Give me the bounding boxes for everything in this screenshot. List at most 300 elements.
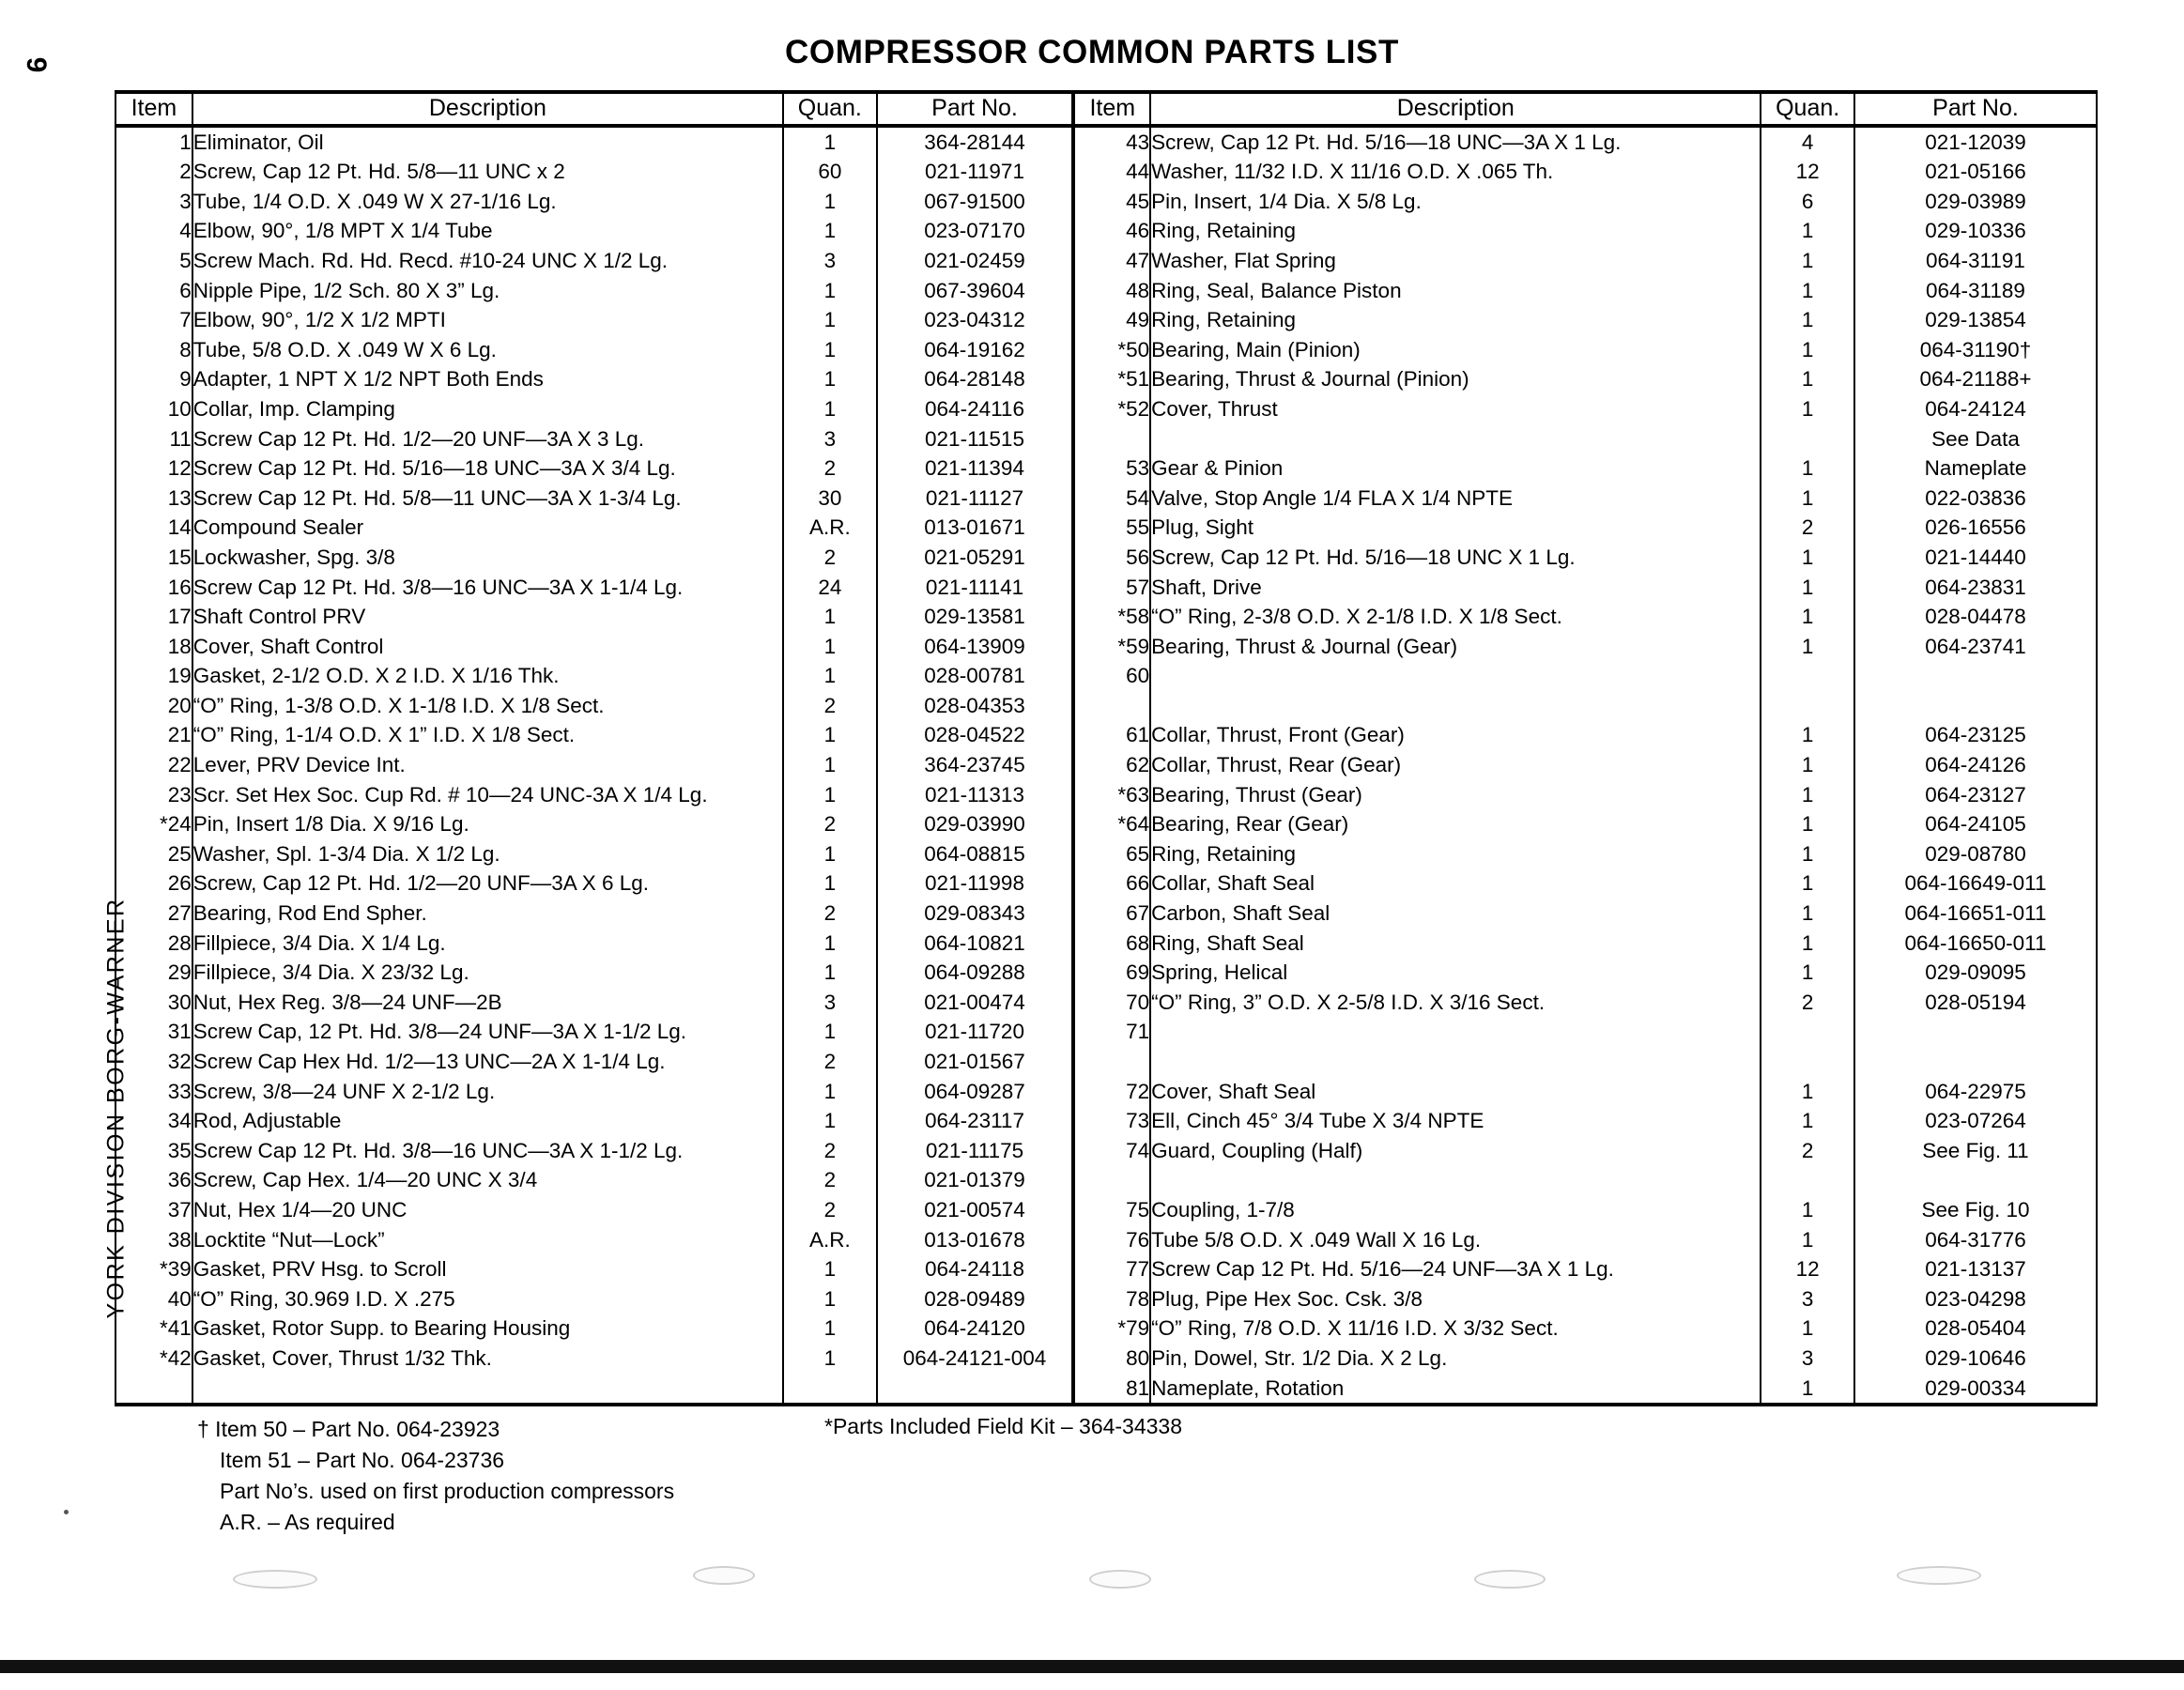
cell-quantity: 1 [783, 1344, 877, 1374]
cell-description: Screw Cap 12 Pt. Hd. 3/8—16 UNC—3A X 1-1/4 Lg. [192, 573, 783, 603]
parts-table [115, 90, 2098, 1406]
cell-description: Carbon, Shaft Seal [1150, 899, 1761, 929]
table-row [115, 780, 2097, 810]
cell-part-number: 064-31776 [1854, 1225, 2097, 1255]
footnote-line: † Item 50 – Part No. 064-23923 [197, 1417, 500, 1441]
cell-description: Screw, Cap 12 Pt. Hd. 5/16—18 UNC—3A X 1 Lg. [1150, 126, 1761, 158]
cell-part-number: 021-11141 [877, 573, 1074, 603]
scan-artifact-punch [1474, 1570, 1546, 1589]
cell-quantity: 1 [1761, 484, 1854, 514]
cell-description: Bearing, Rod End Spher. [192, 899, 783, 929]
cell-part-number: 064-16649-011 [1854, 868, 2097, 899]
table-row [115, 1284, 2097, 1314]
table-header-row [115, 92, 2097, 126]
cell-description: Adapter, 1 NPT X 1/2 NPT Both Ends [192, 364, 783, 394]
cell-part-number: 064-09287 [877, 1077, 1074, 1107]
cell-item: 3 [115, 187, 192, 217]
cell-part-number: 064-19162 [877, 335, 1074, 365]
cell-part-number: 021-01379 [877, 1165, 1074, 1195]
scan-artifact-bottom-edge [0, 1681, 2184, 1690]
cell-description: Screw Cap 12 Pt. Hd. 5/16—24 UNF—3A X 1 Lg. [1150, 1254, 1761, 1284]
cell-quantity: 12 [1761, 157, 1854, 187]
cell-item: 40 [115, 1284, 192, 1314]
cell-description: Eliminator, Oil [192, 126, 783, 158]
cell-item: 77 [1126, 1257, 1150, 1282]
cell-description: Bearing, Main (Pinion) [1150, 335, 1761, 365]
scan-artifact-bottom-bar [0, 1660, 2184, 1673]
cell-quantity: 1 [1761, 1106, 1854, 1136]
cell-description: Tube, 1/4 O.D. X .049 W X 27-1/16 Lg. [192, 187, 783, 217]
cell-item: *50 [1117, 337, 1150, 361]
parts-table-body [115, 126, 2097, 1406]
cell-item: 25 [115, 839, 192, 869]
cell-description: Elbow, 90°, 1/2 X 1/2 MPTI [192, 305, 783, 335]
cell-part-number: See Fig. 10 [1854, 1195, 2097, 1225]
cell-item: *63 [1117, 782, 1150, 807]
cell-quantity: 1 [1761, 868, 1854, 899]
cell-quantity: 1 [783, 958, 877, 988]
cell-part-number: 021-11175 [877, 1136, 1074, 1166]
cell-item: 78 [1126, 1286, 1150, 1311]
cell-quantity: 2 [783, 1165, 877, 1195]
cell-part-number [1854, 1017, 2097, 1047]
cell-part-number: Nameplate [1854, 453, 2097, 484]
cell-part-number: 064-31190† [1854, 335, 2097, 365]
cell-quantity [1761, 1165, 1854, 1195]
cell-item: 35 [115, 1136, 192, 1166]
cell-description: “O” Ring, 1-3/8 O.D. X 1-1/8 I.D. X 1/8 Sect. [192, 691, 783, 721]
cell-item: 13 [115, 484, 192, 514]
header-description-left: Description [192, 92, 783, 126]
scan-artifact-punch [1897, 1566, 1981, 1585]
scan-artifact-punch [693, 1566, 755, 1585]
cell-description: Screw, Cap 12 Pt. Hd. 5/16—18 UNC X 1 Lg. [1150, 543, 1761, 573]
cell-item: 32 [115, 1047, 192, 1077]
cell-quantity: 2 [783, 543, 877, 573]
cell-description: Elbow, 90°, 1/8 MPT X 1/4 Tube [192, 216, 783, 246]
cell-item: 56 [1126, 545, 1150, 569]
header-description-right: Description [1150, 92, 1761, 126]
cell-part-number: 029-10336 [1854, 216, 2097, 246]
cell-part-number: 064-10821 [877, 929, 1074, 959]
cell-part-number: 021-00474 [877, 988, 1074, 1018]
cell-part-number: 028-05404 [1854, 1314, 2097, 1344]
cell-item: 60 [1126, 664, 1150, 688]
cell-part-number: 064-16651-011 [1854, 899, 2097, 929]
cell-item: 38 [115, 1225, 192, 1255]
cell-quantity: 1 [783, 750, 877, 780]
table-row [115, 1136, 2097, 1166]
cell-quantity: 1 [1761, 929, 1854, 959]
cell-part-number: 021-11394 [877, 453, 1074, 484]
cell-quantity: 1 [1761, 453, 1854, 484]
cell-description: Pin, Insert 1/8 Dia. X 9/16 Lg. [192, 809, 783, 839]
cell-part-number: See Data [1854, 424, 2097, 454]
cell-item: 29 [115, 958, 192, 988]
header-item-left: Item [115, 92, 192, 126]
cell-quantity: 3 [783, 424, 877, 454]
cell-quantity: 1 [1761, 305, 1854, 335]
cell-part-number: 029-09095 [1854, 958, 2097, 988]
cell-description: Ring, Seal, Balance Piston [1150, 276, 1761, 306]
cell-part-number [1854, 1165, 2097, 1195]
cell-description: Ring, Retaining [1150, 216, 1761, 246]
footnote-line: A.R. – As required [220, 1510, 395, 1534]
cell-item: 8 [115, 335, 192, 365]
cell-description: Screw Cap, 12 Pt. Hd. 3/8—24 UNF—3A X 1-1/2 Lg. [192, 1017, 783, 1047]
cell-quantity: 2 [783, 1047, 877, 1077]
cell-part-number: See Fig. 11 [1854, 1136, 2097, 1166]
cell-part-number: 064-22975 [1854, 1077, 2097, 1107]
cell-part-number: 028-04522 [877, 720, 1074, 750]
cell-quantity: 1 [1761, 246, 1854, 276]
cell-quantity: 1 [1761, 632, 1854, 662]
cell-quantity: 1 [783, 632, 877, 662]
cell-item [1073, 424, 1150, 454]
table-row [115, 1195, 2097, 1225]
cell-description: Nut, Hex Reg. 3/8—24 UNF—2B [192, 988, 783, 1018]
cell-item: 62 [1126, 753, 1150, 777]
cell-quantity: 1 [1761, 602, 1854, 632]
cell-item: 46 [1126, 219, 1150, 243]
cell-item: 49 [1126, 308, 1150, 332]
table-row [115, 453, 2097, 484]
cell-description: Coupling, 1-7/8 [1150, 1195, 1761, 1225]
scan-artifact-speck [64, 1510, 69, 1514]
cell-part-number: 064-28148 [877, 364, 1074, 394]
table-row [115, 929, 2097, 959]
cell-quantity: 1 [1761, 899, 1854, 929]
page-title: COMPRESSOR COMMON PARTS LIST [785, 34, 1399, 70]
table-row [115, 187, 2097, 217]
cell-item: 57 [1126, 575, 1150, 599]
cell-part-number: 021-11998 [877, 868, 1074, 899]
cell-quantity: 1 [1761, 1225, 1854, 1255]
cell-item: 81 [1126, 1375, 1150, 1400]
cell-description: Nut, Hex 1/4—20 UNC [192, 1195, 783, 1225]
cell-part-number: 028-04353 [877, 691, 1074, 721]
cell-quantity [1761, 661, 1854, 691]
cell-quantity: 1 [783, 305, 877, 335]
table-row [115, 364, 2097, 394]
cell-item: 14 [115, 513, 192, 543]
cell-quantity: 1 [783, 216, 877, 246]
cell-item: 26 [115, 868, 192, 899]
cell-part-number: 029-03989 [1854, 187, 2097, 217]
cell-part-number [877, 1374, 1074, 1406]
cell-quantity: 1 [1761, 335, 1854, 365]
table-row [115, 899, 2097, 929]
header-partno-left: Part No. [877, 92, 1074, 126]
parts-table-container [115, 90, 2098, 1406]
page-number: 6 [22, 56, 54, 73]
cell-description: Screw Cap Hex Hd. 1/2—13 UNC—2A X 1-1/4 Lg. [192, 1047, 783, 1077]
cell-description: Ring, Retaining [1150, 305, 1761, 335]
cell-description: Shaft, Drive [1150, 573, 1761, 603]
cell-part-number: 021-11720 [877, 1017, 1074, 1047]
cell-description: Screw, Cap Hex. 1/4—20 UNC X 3/4 [192, 1165, 783, 1195]
cell-item: 76 [1126, 1227, 1150, 1252]
cell-quantity [1761, 691, 1854, 721]
cell-part-number: 021-11971 [877, 157, 1074, 187]
cell-quantity: 1 [783, 929, 877, 959]
cell-part-number: 021-11313 [877, 780, 1074, 810]
cell-quantity: 2 [783, 899, 877, 929]
scan-artifact-punch [1089, 1570, 1151, 1589]
scan-artifact-punch [233, 1570, 317, 1589]
table-row [115, 661, 2097, 691]
cell-quantity: 24 [783, 573, 877, 603]
cell-quantity: 1 [1761, 573, 1854, 603]
cell-part-number: 064-23831 [1854, 573, 2097, 603]
cell-quantity: 2 [783, 1195, 877, 1225]
cell-item: 1 [115, 126, 192, 158]
cell-description: Cover, Shaft Seal [1150, 1077, 1761, 1107]
cell-quantity: 1 [1761, 958, 1854, 988]
cell-description: Fillpiece, 3/4 Dia. X 23/32 Lg. [192, 958, 783, 988]
table-row [115, 1254, 2097, 1284]
cell-quantity: 3 [783, 988, 877, 1018]
cell-quantity: 4 [1761, 126, 1854, 158]
table-row [115, 1017, 2097, 1047]
cell-description [1150, 1047, 1761, 1077]
cell-description: Pin, Insert, 1/4 Dia. X 5/8 Lg. [1150, 187, 1761, 217]
cell-part-number: 023-04298 [1854, 1284, 2097, 1314]
cell-part-number: 064-24121-004 [877, 1344, 1074, 1374]
cell-item: 74 [1126, 1138, 1150, 1162]
footnote-line: Part No’s. used on first production compressors [220, 1479, 675, 1503]
cell-description: Plug, Sight [1150, 513, 1761, 543]
cell-part-number: 064-23117 [877, 1106, 1074, 1136]
cell-part-number: 064-24126 [1854, 750, 2097, 780]
cell-item: 70 [1126, 990, 1150, 1014]
cell-part-number: 028-04478 [1854, 602, 2097, 632]
cell-item: 27 [115, 899, 192, 929]
cell-quantity: 1 [783, 839, 877, 869]
cell-part-number: 064-24120 [877, 1314, 1074, 1344]
cell-part-number: 028-05194 [1854, 988, 2097, 1018]
cell-description: Bearing, Thrust (Gear) [1150, 780, 1761, 810]
cell-part-number: 029-08343 [877, 899, 1074, 929]
table-row [115, 1165, 2097, 1195]
cell-part-number: 021-00574 [877, 1195, 1074, 1225]
cell-part-number: 023-07170 [877, 216, 1074, 246]
cell-description: “O” Ring, 2-3/8 O.D. X 2-1/8 I.D. X 1/8 Sect. [1150, 602, 1761, 632]
cell-item: 15 [115, 543, 192, 573]
cell-description: Rod, Adjustable [192, 1106, 783, 1136]
cell-part-number: 064-31191 [1854, 246, 2097, 276]
cell-part-number: 013-01671 [877, 513, 1074, 543]
cell-description: Bearing, Thrust & Journal (Gear) [1150, 632, 1761, 662]
cell-quantity: 1 [1761, 1314, 1854, 1344]
cell-item: 80 [1126, 1345, 1150, 1370]
cell-description [192, 1374, 783, 1406]
cell-item: 10 [115, 394, 192, 424]
cell-description: Screw Cap 12 Pt. Hd. 1/2—20 UNF—3A X 3 Lg. [192, 424, 783, 454]
cell-quantity: 1 [783, 394, 877, 424]
cell-description: Plug, Pipe Hex Soc. Csk. 3/8 [1150, 1284, 1761, 1314]
cell-quantity: 1 [783, 1106, 877, 1136]
cell-item: *24 [115, 809, 192, 839]
cell-description [1150, 691, 1761, 721]
cell-description: Compound Sealer [192, 513, 783, 543]
cell-quantity: 1 [1761, 276, 1854, 306]
cell-description: “O” Ring, 1-1/4 O.D. X 1” I.D. X 1/8 Sect. [192, 720, 783, 750]
cell-quantity: 1 [1761, 809, 1854, 839]
cell-quantity: 6 [1761, 187, 1854, 217]
cell-part-number: 021-13137 [1854, 1254, 2097, 1284]
footnote-field-kit: *Parts Included Field Kit – 364-34338 [824, 1414, 1183, 1438]
cell-quantity: 1 [783, 868, 877, 899]
cell-item: 20 [115, 691, 192, 721]
cell-quantity: 1 [783, 335, 877, 365]
cell-description: Nameplate, Rotation [1150, 1374, 1761, 1406]
cell-description [1150, 424, 1761, 454]
table-row [115, 335, 2097, 365]
cell-description: Screw Cap 12 Pt. Hd. 5/8—11 UNC—3A X 1-3/4 Lg. [192, 484, 783, 514]
cell-item: 12 [115, 453, 192, 484]
cell-item: 47 [1126, 248, 1150, 272]
table-row [115, 246, 2097, 276]
table-row [115, 839, 2097, 869]
table-row [115, 216, 2097, 246]
cell-item: 28 [115, 929, 192, 959]
cell-description: Fillpiece, 3/4 Dia. X 1/4 Lg. [192, 929, 783, 959]
cell-description: Screw, Cap 12 Pt. Hd. 5/8—11 UNC x 2 [192, 157, 783, 187]
cell-part-number: 064-24105 [1854, 809, 2097, 839]
cell-item: *58 [1117, 605, 1150, 629]
cell-item: 11 [115, 424, 192, 454]
cell-item: *51 [1117, 367, 1150, 392]
cell-quantity: 12 [1761, 1254, 1854, 1284]
cell-part-number: 064-09288 [877, 958, 1074, 988]
cell-item: 9 [115, 364, 192, 394]
header-quantity-left: Quan. [783, 92, 877, 126]
header-item-right: Item [1089, 95, 1136, 121]
table-row [115, 1077, 2097, 1107]
cell-description: Gasket, Rotor Supp. to Bearing Housing [192, 1314, 783, 1344]
cell-part-number: 021-02459 [877, 246, 1074, 276]
cell-quantity: 1 [1761, 720, 1854, 750]
cell-quantity: 1 [783, 602, 877, 632]
cell-description: Cover, Thrust [1150, 394, 1761, 424]
table-row [115, 1225, 2097, 1255]
cell-part-number: 064-23127 [1854, 780, 2097, 810]
cell-description: Cover, Shaft Control [192, 632, 783, 662]
table-row [115, 513, 2097, 543]
cell-quantity: 2 [1761, 513, 1854, 543]
cell-description: Lever, PRV Device Int. [192, 750, 783, 780]
cell-description: Pin, Dowel, Str. 1/2 Dia. X 2 Lg. [1150, 1344, 1761, 1374]
cell-description [1150, 1165, 1761, 1195]
header-quantity-right: Quan. [1761, 92, 1854, 126]
cell-part-number: 064-24116 [877, 394, 1074, 424]
cell-item: 16 [115, 573, 192, 603]
table-row [115, 157, 2097, 187]
cell-quantity: 1 [1761, 216, 1854, 246]
cell-quantity: 3 [1761, 1284, 1854, 1314]
cell-part-number: 023-07264 [1854, 1106, 2097, 1136]
cell-item: 23 [115, 780, 192, 810]
cell-item: 4 [115, 216, 192, 246]
cell-part-number: 029-10646 [1854, 1344, 2097, 1374]
cell-quantity [1761, 424, 1854, 454]
table-row [115, 691, 2097, 721]
cell-part-number: 064-08815 [877, 839, 1074, 869]
cell-quantity: 1 [1761, 364, 1854, 394]
cell-item: 71 [1126, 1020, 1150, 1044]
cell-quantity: 60 [783, 157, 877, 187]
cell-quantity: 2 [783, 809, 877, 839]
cell-description: Tube, 5/8 O.D. X .049 W X 6 Lg. [192, 335, 783, 365]
cell-part-number [1854, 691, 2097, 721]
cell-quantity: 3 [783, 246, 877, 276]
cell-description [1150, 661, 1761, 691]
cell-description: Screw, 3/8—24 UNF X 2-1/2 Lg. [192, 1077, 783, 1107]
cell-quantity: 1 [1761, 543, 1854, 573]
cell-description: Screw Cap 12 Pt. Hd. 5/16—18 UNC—3A X 3/4 Lg. [192, 453, 783, 484]
cell-item: 73 [1126, 1109, 1150, 1133]
cell-quantity: A.R. [783, 1225, 877, 1255]
cell-description: Bearing, Thrust & Journal (Pinion) [1150, 364, 1761, 394]
cell-description: Ell, Cinch 45° 3/4 Tube X 3/4 NPTE [1150, 1106, 1761, 1136]
cell-description [1150, 1017, 1761, 1047]
cell-quantity: 1 [1761, 1077, 1854, 1107]
cell-item: 65 [1126, 841, 1150, 866]
cell-item: 17 [115, 602, 192, 632]
cell-quantity: 2 [783, 691, 877, 721]
cell-item: 5 [115, 246, 192, 276]
cell-description: Ring, Retaining [1150, 839, 1761, 869]
cell-item: *39 [115, 1254, 192, 1284]
cell-part-number: 022-03836 [1854, 484, 2097, 514]
cell-description: Washer, Flat Spring [1150, 246, 1761, 276]
cell-part-number: 029-08780 [1854, 839, 2097, 869]
cell-quantity: 1 [783, 661, 877, 691]
cell-item: 72 [1126, 1079, 1150, 1103]
cell-item: *64 [1117, 812, 1150, 837]
cell-part-number: 364-23745 [877, 750, 1074, 780]
cell-item: *41 [115, 1314, 192, 1344]
cell-quantity: 2 [783, 1136, 877, 1166]
cell-item: 54 [1126, 485, 1150, 510]
cell-item: 66 [1126, 871, 1150, 896]
cell-description: Screw, Cap 12 Pt. Hd. 1/2—20 UNF—3A X 6 Lg. [192, 868, 783, 899]
cell-part-number: 021-12039 [1854, 126, 2097, 158]
cell-part-number: 067-91500 [877, 187, 1074, 217]
cell-description: Washer, Spl. 1-3/4 Dia. X 1/2 Lg. [192, 839, 783, 869]
cell-item: 45 [1126, 189, 1150, 213]
cell-description: Spring, Helical [1150, 958, 1761, 988]
cell-description: Gasket, Cover, Thrust 1/32 Thk. [192, 1344, 783, 1374]
cell-description: Bearing, Rear (Gear) [1150, 809, 1761, 839]
cell-quantity: 1 [783, 1254, 877, 1284]
cell-description: Gear & Pinion [1150, 453, 1761, 484]
cell-item: 53 [1126, 456, 1150, 481]
cell-description: Gasket, PRV Hsg. to Scroll [192, 1254, 783, 1284]
cell-description: Nipple Pipe, 1/2 Sch. 80 X 3” Lg. [192, 276, 783, 306]
cell-part-number [1854, 661, 2097, 691]
cell-part-number: 064-24118 [877, 1254, 1074, 1284]
cell-part-number: 021-11515 [877, 424, 1074, 454]
cell-item: 37 [115, 1195, 192, 1225]
cell-description: Collar, Thrust, Front (Gear) [1150, 720, 1761, 750]
table-row [115, 1344, 2097, 1374]
table-row [115, 394, 2097, 424]
cell-item: 30 [115, 988, 192, 1018]
cell-description: Guard, Coupling (Half) [1150, 1136, 1761, 1166]
table-row [115, 543, 2097, 573]
